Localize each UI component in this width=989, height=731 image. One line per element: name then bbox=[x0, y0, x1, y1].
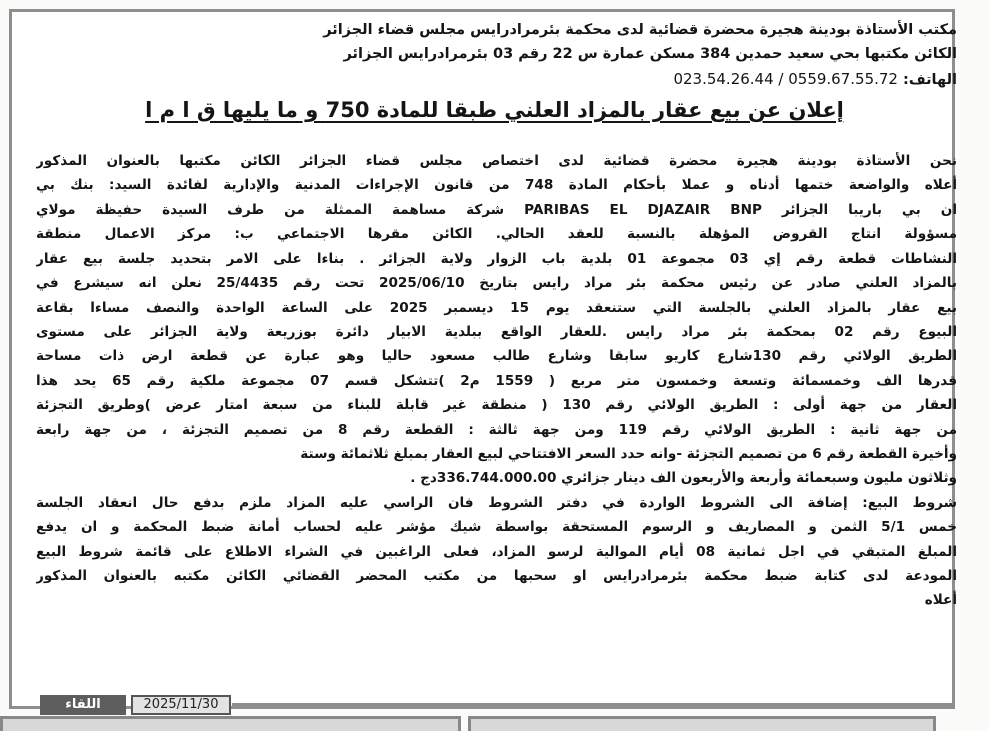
body-line: النشاطات قطعة رقم إي 03 مجموعة 01 بلدية باب الزوار ولاية الجزائر . بناءا على الامر بتحديد جلسة بيع عقار bbox=[36, 251, 957, 267]
body-line: أعلاه bbox=[924, 592, 957, 608]
body-line: أعلاه والواضعة ختمها أدناه و عملا بأحكام المادة 748 من قانون الإجراءات المدنية والإدارية لفائدة السيد: بنك بي bbox=[36, 177, 957, 193]
body-line: شروط البيع: إضافة الى الشروط الواردة في دفتر الشروط فان الراسي عليه المزاد ملزم بدفع حال انعقاد الجلسة bbox=[36, 495, 957, 511]
body-line: ان بي باريبا الجزائر PARIBAS EL DJAZAIR BNP شركة مساهمة الممثلة من طرف السيدة حفيظة مولاي bbox=[36, 202, 957, 218]
body-line: المبلغ المتبقي في اجل ثمانية 08 أيام الموالية لرسو المزاد، فعلى الراغبين في الشراء الاطلاع على قائمة شروط البيع bbox=[36, 544, 957, 560]
notice-title: إعلان عن بيع عقار بالمزاد العلني طبقا للمادة 750 و ما يليها ق ا م ا bbox=[145, 98, 844, 122]
phone-label: الهاتف: bbox=[903, 72, 957, 88]
body-line: من جهة ثانية : الطريق الولائي رقم 119 ومن جهة ثالثة : القطعة رقم 8 من تصميم التجزئة ، من جهة رابعة bbox=[36, 422, 957, 438]
phone-numbers: 0559.67.55.72 / 023.54.26.44 bbox=[673, 70, 898, 88]
body-line: نحن الأستاذة بودينة هجيرة محضرة قضائية لدى اختصاص مجلس قضاء الجزائر الكائن مكتبها بالعنوان المذكور bbox=[36, 153, 957, 169]
newspaper-name-tab: اللقاء bbox=[40, 695, 126, 715]
body-line: مسؤولة انتاج القروض المؤهلة بالنسبة للعقد الحالي. الكائن مقرها الاجتماعي ب: مركز الاعمال منطقة bbox=[36, 226, 957, 242]
body-line: خمس 5/1 الثمن و المصاريف و الرسوم المستحقة بواسطة شيك مؤشر عليه لحساب أمانة ضبط المحكمة و ان يدفع bbox=[36, 519, 957, 535]
publication-date-tab: 2025/11/30 bbox=[131, 695, 231, 715]
body-line: الطريق الولائي رقم 130شارع كاريو سابقا وشارع طالب مسعود حاليا وهو عبارة عن قطعة ارض ذات مساحة bbox=[36, 348, 957, 364]
header-address-line: الكائن مكتبها بحي سعيد حمدين 384 مسكن عمارة س 22 رقم 03 بئرمرادرايس الجزائر bbox=[343, 46, 957, 62]
body-line: وثلاثون مليون وسبعمائة وأربعة والأربعون الف دينار جزائري 336.744.000.00دج . bbox=[410, 470, 957, 486]
body-line: بيع عقار بالمزاد العلني بالجلسة التي ستنعقد يوم 15 ديسمبر 2025 على الساعة الواحدة والنصف مساءا بقاعة bbox=[36, 300, 957, 316]
header-phone-line bbox=[673, 70, 957, 88]
next-article-box-right bbox=[468, 716, 936, 731]
next-article-box-left bbox=[0, 716, 461, 731]
body-line: العقار من جهة أولى : الطريق الولائي رقم 130 ( منطقة غير قابلة للبناء من سبعة امتار عرض )وطريق التجزئة bbox=[36, 397, 957, 413]
body-line: وأخيرة القطعة رقم 6 من تصميم التجزئة -وانه حدد السعر الافتتاحي لبيع العقار بمبلغ ثلاثمائة وستة bbox=[300, 446, 957, 462]
footer-rule bbox=[232, 703, 954, 706]
body-line: البيوع رقم 02 بمحكمة بئر مراد رايس .للعقار الواقع ببلدية الابيار دائرة بوزريعة ولاية الجزائر على مستوى bbox=[36, 324, 957, 340]
header-office-line: مكتب الأستاذة بودينة هجيرة محضرة قضائية لدى محكمة بئرمرادرايس مجلس قضاء الجزائر bbox=[323, 22, 957, 38]
body-line: بالمزاد العلني صادر عن رئيس محكمة بئر مراد رايس بتاريخ 2025/06/10 تحت رقم 25/4435 نعلن انه سيشرع في bbox=[36, 275, 957, 291]
body-line: المودعة لدى كتابة ضبط محكمة بئرمرادرايس او سحبها من مكتب المحضر القضائي الكائن مكتبه بالعنوان المذكور bbox=[36, 568, 957, 584]
body-line: قدرها الف وخمسمائة وتسعة وخمسون متر مربع ( 1559 م2 )تتشكل قسم 07 مجموعة ملكية رقم 65 يحد هذا bbox=[36, 373, 957, 389]
